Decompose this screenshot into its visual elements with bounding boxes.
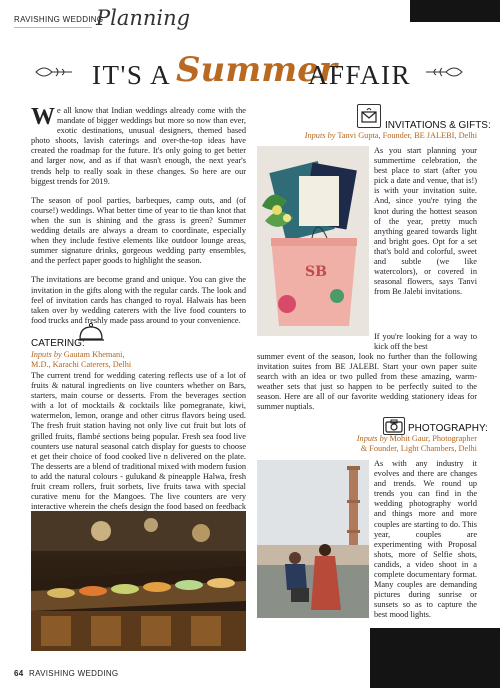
invitations-side-text-2: If you're looking for a way to kick off the best <box>374 332 477 352</box>
page-folio <box>14 669 118 678</box>
invitations-full-text: summer event of the season, look no further than the following invitation suites from BE JALEBI. Start your own paper suite search with an idea or two pulled from these amazing, warm-weather sets that just so happen to be perfectly suited to the season. Here are all of our favorite wedding stationery ideas for summer nuptials. <box>257 352 477 412</box>
intro-paragraph-3: The invitations are become grand and unique. You can give the invitation in the gifts along with the regular cards. The look and feel of invitation cards has changed to royal. Halwais has been taken over by wedding caterers with the live food counters to food trucks and freshly made pass around to your convenience. <box>31 275 246 325</box>
photography-heading: PHOTOGRAPHY: <box>408 423 488 434</box>
right-ornament-icon <box>424 64 464 85</box>
photography-byline: Inputs by Mohit Gaur, Photographer & Founder, Light Chambers, Delhi <box>356 434 477 453</box>
drop-cap: W <box>31 104 55 130</box>
top-right-bar <box>410 0 500 22</box>
bottom-right-bar <box>370 628 500 688</box>
invitations-heading: INVITATIONS & GIFTS: <box>385 120 491 131</box>
header-underline <box>14 27 92 28</box>
proposal-photo <box>257 460 369 618</box>
intro-paragraph-1: We all know that Indian weddings already come with the mandate of bigger weddings but more so now than ever, exotic destinations, unusual designers, themed based photo shoots, lavish caterings and over-the-top ideas have created the roadmap for the future. It's only going to get better and larger now, and as if that wasn't enough, the next year's trends help to really soak in these changes. So here are our biggest trends for 2019. <box>31 104 246 186</box>
catering-buffet-photo <box>31 511 246 651</box>
footer-label: RAVISHING WEDDING <box>29 669 119 678</box>
catering-body: The current trend for wedding catering reflects use of a lot of fruits & natural ingredients on live counters whether on Bars, starters, main course or desserts. From the beverages section with a lot of mocktails & cocktails like pomegranate, kiwi, watermelon, lemon, orange and other citrus flavors being used. The fresh fruit station having not only live cut fruit but lots of grilled fruits, flambé sections being popular. Fresh sea food live counters use natural seasonal catch display for guests to choose et get their choice of food cooked live n delivered on the plate. The desserts are a blend of traditional mixed with modern fusion to add the natural colours - gulukand & pineapple Halwa, fresh fruit cream rollers, fruit sorbets, live fruits tawa with special curative menu for the Mangoes. The live counters are very interactive wherein the chefs design the food based on feedback <box>31 371 246 512</box>
title-part1: IT'S A <box>92 60 172 90</box>
catering-byline: Inputs by Gautam Khemani, M.D., Karachi Caterers, Delhi <box>31 350 132 369</box>
photography-body: As with any industry it evolves and there are changes and trends. We round up trends you can find in the wedding photography world and things more and more couples are starting to do. This year, couples are experimenting with Proposal shots, more of Selfie shots, candids, a video shoot in a complete documentary format. Many couples are demanding pictures during sunrise or sunsets so as to capture the best mood lights. <box>374 459 477 620</box>
svg-text:SB: SB <box>305 264 327 280</box>
left-ornament-icon <box>34 64 74 85</box>
cloche-icon <box>77 322 105 349</box>
invitations-side-text: As you start planning your summertime celebration, the best place to start (after you pick a date and venue, that is!) is with your invitation suite. And, since you're tying the knot during the hottest season of the year, pretty much anything geared towards light and bright goes. Opt for a set that's bold and colorful, sweet and subtle (we like watercolors), or covered in seasonal flowers, says Tanvi from Be Jalebi invitations. <box>374 146 477 297</box>
page-number: 64 <box>14 669 24 678</box>
title-script-word: Summer <box>176 50 337 90</box>
catering-heading: CATERING: <box>31 338 85 349</box>
section-script-title: Planning <box>96 6 191 30</box>
magazine-header-label: RAVISHING WEDDING <box>14 15 104 24</box>
invitation-gift-photo <box>257 146 369 336</box>
envelope-icon <box>357 104 381 128</box>
intro-paragraph-2: The season of pool parties, barbeques, camp outs, and (of course!) weddings. What better time of year to tie than knot that when the sun is shining and the grass is green? Summer wedding details are always a dream to coordinate, especially when they include festive elements like outdoor lounge areas, summer signature drinks, gorgeous wedding party ensembles, and the perfect paper goods to highlight the season. <box>31 195 246 266</box>
invitations-byline: Inputs by Tanvi Gupta, Founder, BE JALEBI, Delhi <box>304 131 477 140</box>
intro-text <box>31 106 246 326</box>
camera-icon <box>383 417 405 435</box>
title-part2: AFFAIR <box>308 60 412 90</box>
